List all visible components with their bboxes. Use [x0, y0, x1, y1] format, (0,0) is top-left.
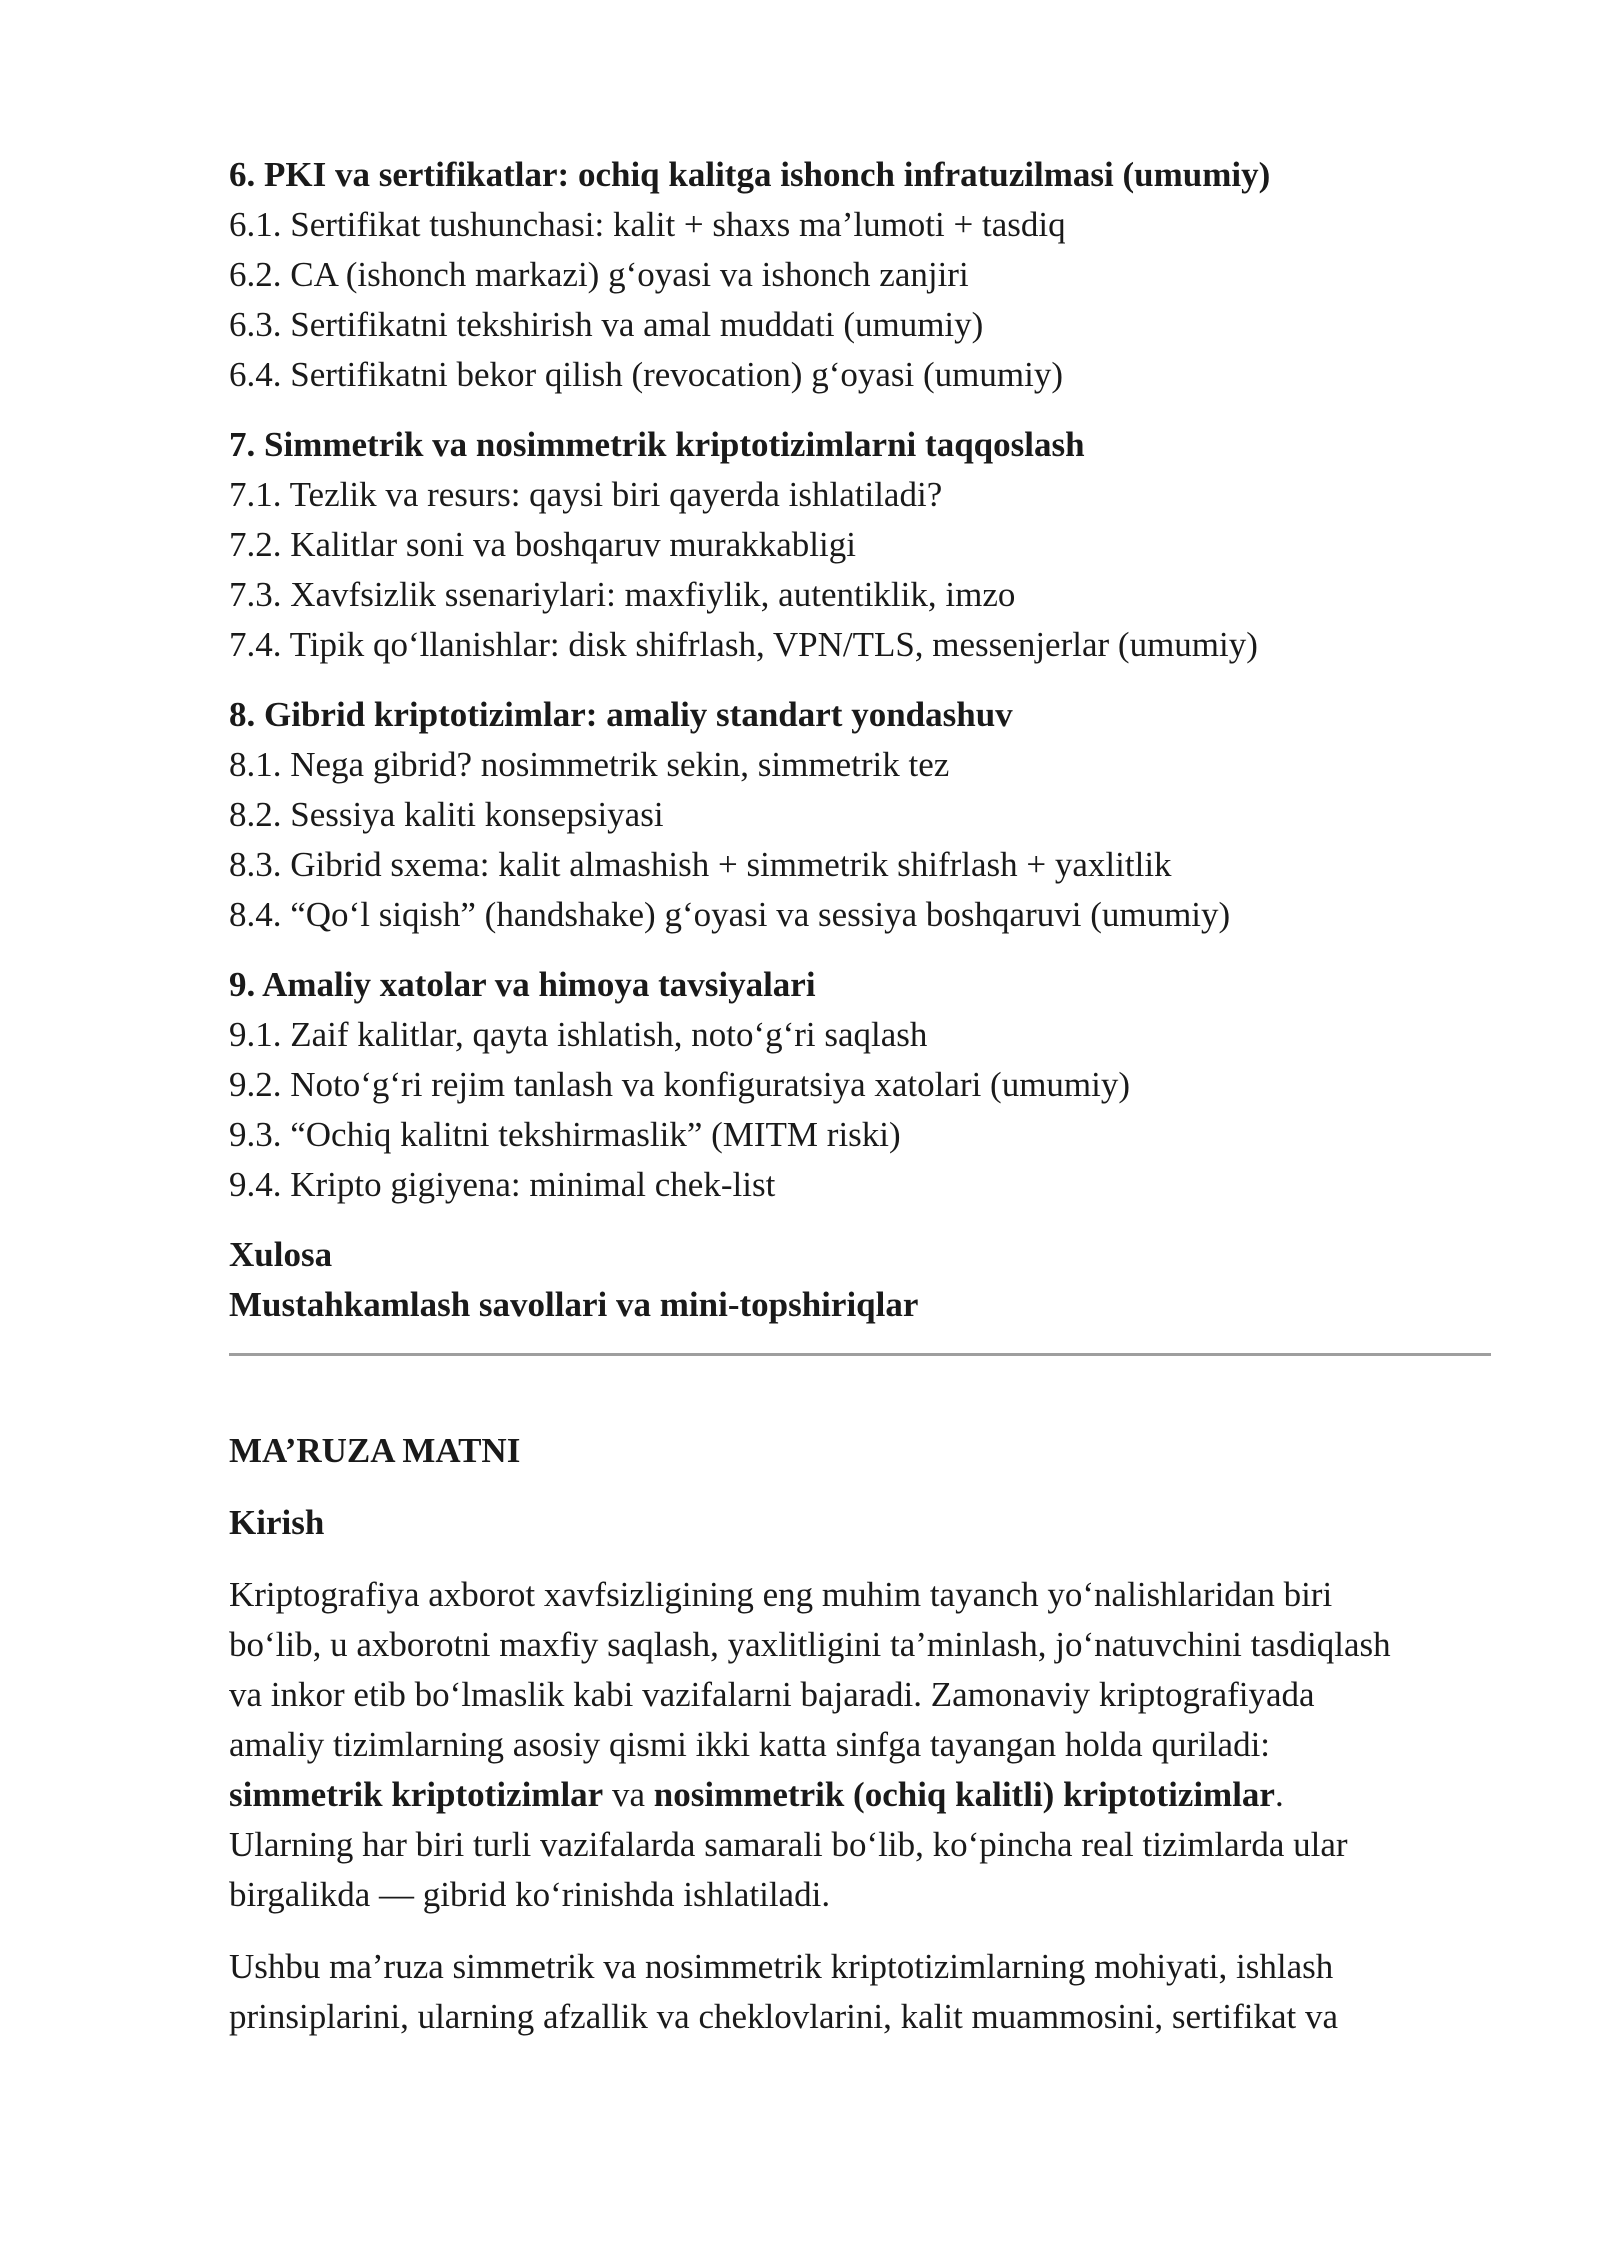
- paragraph-line: va inkor etib bo‘lmaslik kabi vazifalarni bajaradi. Zamonaviy kriptografiyada: [229, 1675, 1315, 1714]
- outline-item: 9.4. Kripto gigiyena: minimal chek-list: [229, 1165, 776, 1204]
- outline-section-8: [229, 690, 1491, 940]
- paragraph-line: bo‘lib, u axborotni maxfiy saqlash, yaxlitligini ta’minlash, jo‘natuvchini tasdiqlash: [229, 1625, 1391, 1664]
- outline-item: 9.2. Noto‘g‘ri rejim tanlash va konfiguratsiya xatolari (umumiy): [229, 1065, 1131, 1104]
- intro-paragraph-1: [229, 1570, 1491, 1920]
- document-page: [229, 150, 1491, 2042]
- period-text: .: [1274, 1775, 1284, 1814]
- bold-term-asymmetric: nosimmetrik (ochiq kalitli) kriptotizimlar: [653, 1775, 1275, 1814]
- paragraph-line: amaliy tizimlarning asosiy qismi ikki katta sinfga tayangan holda quriladi:: [229, 1725, 1271, 1764]
- section-heading: 9. Amaliy xatolar va himoya tavsiyalari: [229, 965, 816, 1004]
- paragraph-line: Kriptografiya axborot xavfsizligining eng muhim tayanch yo‘nalishlaridan biri: [229, 1575, 1333, 1614]
- lecture-title: MA’RUZA MATNI: [229, 1431, 521, 1470]
- outline-item: 7.2. Kalitlar soni va boshqaruv murakkabligi: [229, 525, 856, 564]
- outline-item: 8.4. “Qo‘l siqish” (handshake) g‘oyasi va sessiya boshqaruvi (umumiy): [229, 895, 1231, 934]
- outline-item: 6.2. CA (ishonch markazi) g‘oyasi va ishonch zanjiri: [229, 255, 969, 294]
- paragraph-line: prinsiplarini, ularning afzallik va cheklovlarini, kalit muammosini, sertifikat va: [229, 1997, 1339, 2036]
- outline-section-7: [229, 420, 1491, 670]
- outline-item: 8.2. Sessiya kaliti konsepsiyasi: [229, 795, 664, 834]
- section-heading: 8. Gibrid kriptotizimlar: amaliy standart yondashuv: [229, 695, 1013, 734]
- paragraph-line: Ularning har biri turli vazifalarda samarali bo‘lib, ko‘pincha real tizimlarda ular: [229, 1825, 1348, 1864]
- conclusion-heading: Xulosa: [229, 1235, 333, 1274]
- bold-term-symmetric: simmetrik kriptotizimlar: [229, 1775, 604, 1814]
- outline-item: 6.3. Sertifikatni tekshirish va amal muddati (umumiy): [229, 305, 984, 344]
- section-heading: 7. Simmetrik va nosimmetrik kriptotizimlarni taqqoslash: [229, 425, 1085, 464]
- outline-section-9: [229, 960, 1491, 1210]
- questions-heading: Mustahkamlash savollari va mini-topshiriqlar: [229, 1285, 919, 1324]
- outline-section-6: [229, 150, 1491, 400]
- horizontal-divider: [229, 1353, 1491, 1356]
- connector-text: va: [603, 1775, 654, 1814]
- outline-item: 7.4. Tipik qo‘llanishlar: disk shifrlash, VPN/TLS, messenjerlar (umumiy): [229, 625, 1258, 664]
- outline-item: 9.1. Zaif kalitlar, qayta ishlatish, noto‘g‘ri saqlash: [229, 1015, 928, 1054]
- outline-item: 7.3. Xavfsizlik ssenariylari: maxfiylik, autentiklik, imzo: [229, 575, 1016, 614]
- intro-heading: Kirish: [229, 1503, 325, 1542]
- outline-item: 8.1. Nega gibrid? nosimmetrik sekin, simmetrik tez: [229, 745, 950, 784]
- outline-item: 6.1. Sertifikat tushunchasi: kalit + shaxs ma’lumoti + tasdiq: [229, 205, 1066, 244]
- outline-item: 9.3. “Ochiq kalitni tekshirmaslik” (MITM riski): [229, 1115, 901, 1154]
- intro-paragraph-2: [229, 1942, 1491, 2042]
- paragraph-line: [229, 1770, 1491, 1820]
- outline-closing: [229, 1230, 1491, 1330]
- outline-item: 8.3. Gibrid sxema: kalit almashish + simmetrik shifrlash + yaxlitlik: [229, 845, 1172, 884]
- outline-item: 6.4. Sertifikatni bekor qilish (revocation) g‘oyasi (umumiy): [229, 355, 1063, 394]
- outline-item: 7.1. Tezlik va resurs: qaysi biri qayerda ishlatiladi?: [229, 475, 943, 514]
- paragraph-line: birgalikda — gibrid ko‘rinishda ishlatiladi.: [229, 1875, 831, 1914]
- paragraph-line: Ushbu ma’ruza simmetrik va nosimmetrik kriptotizimlarning mohiyati, ishlash: [229, 1947, 1334, 1986]
- section-heading: 6. PKI va sertifikatlar: ochiq kalitga ishonch infratuzilmasi (umumiy): [229, 155, 1271, 194]
